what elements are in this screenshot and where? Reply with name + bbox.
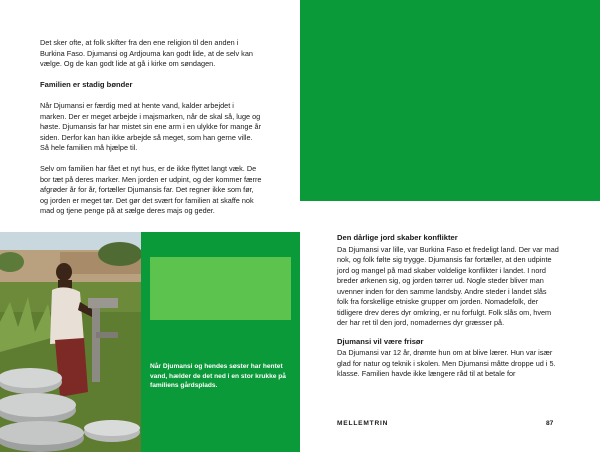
section-heading: Den dårlige jord skaber konflikter bbox=[337, 233, 458, 242]
paragraph: Da Djumansi var lille, var Burkina Faso et fredeligt land. Der var mad nok, og folk følte sig trygge. Djumansis far fortæller, at den udpinte jord og mangel på mad skaber voldelige konflikter i landet. I nord breder ørkenen sig, og jorden tørrer ud. Nogle steder bliver man uvenner inden for den samme landsby. Andre steder i landet slås folk fra forskellige etniske grupper om jorden. Nomadefolk, der tidligere drev deres dyr omkring, er nu forfulgt. Folk slås om, hvem der har ret til den jord, nomadernes dyr græsser på. bbox=[337, 244, 559, 327]
page-number: 87 bbox=[546, 420, 554, 427]
paragraph: Når Djumansi er færdig med at hente vand, kalder arbejdet i marken. Der er meget arbejde i majsmarken, når de skal så, luge og høste. Djumansis far har mistet sin ene arm i en ulykke for mange år siden. Derfor kan han ikke arbejde så meget, som han gerne ville. Så hele familien må hjælpe til. bbox=[40, 101, 262, 152]
paragraph: Da Djumansi var 12 år, drømte hun om at blive lærer. Hun var især glad for natur og teknik i skolen. Men Djumansi måtte droppe ud i 5. klasse. Familien havde ikke længere råd til at betale for bbox=[337, 348, 556, 378]
paragraph: Selv om familien har fået et nyt hus, er de ikke flyttet langt væk. De bor tæt på deres marker. Men jorden er udpint, og der kommer færre afgrøder år for år, fortæller Djumansis far. Det regner ikke som før, og jorden er meget tør. Det gør det svært for familien at skaffe nok mad og tjene penge på at sælge deres majs og geder. bbox=[40, 164, 262, 215]
footer-label: MELLEMTRIN bbox=[337, 420, 389, 427]
section-heading: Djumansi vil være frisør bbox=[337, 336, 424, 346]
paragraph: Det sker ofte, at folk skifter fra den ene religion til den anden i Burkina Faso. Djumansi og Ardjouma kan godt lide, at de selv kan vælge. Og de kan godt lide at gå i kirke om søndagen. bbox=[40, 38, 253, 68]
section-heading: Familien er stadig bønder bbox=[40, 80, 133, 89]
left-text-column bbox=[40, 38, 262, 227]
photo-caption: Når Djumansi og hendes søster har hentet vand, hælder de det ned i en stor krukke på familiens gårdsplads. bbox=[150, 363, 286, 390]
photo-girl-at-water-pump bbox=[0, 232, 141, 452]
right-text-column bbox=[337, 233, 559, 388]
green-color-block bbox=[300, 0, 600, 201]
light-green-box bbox=[150, 257, 291, 320]
